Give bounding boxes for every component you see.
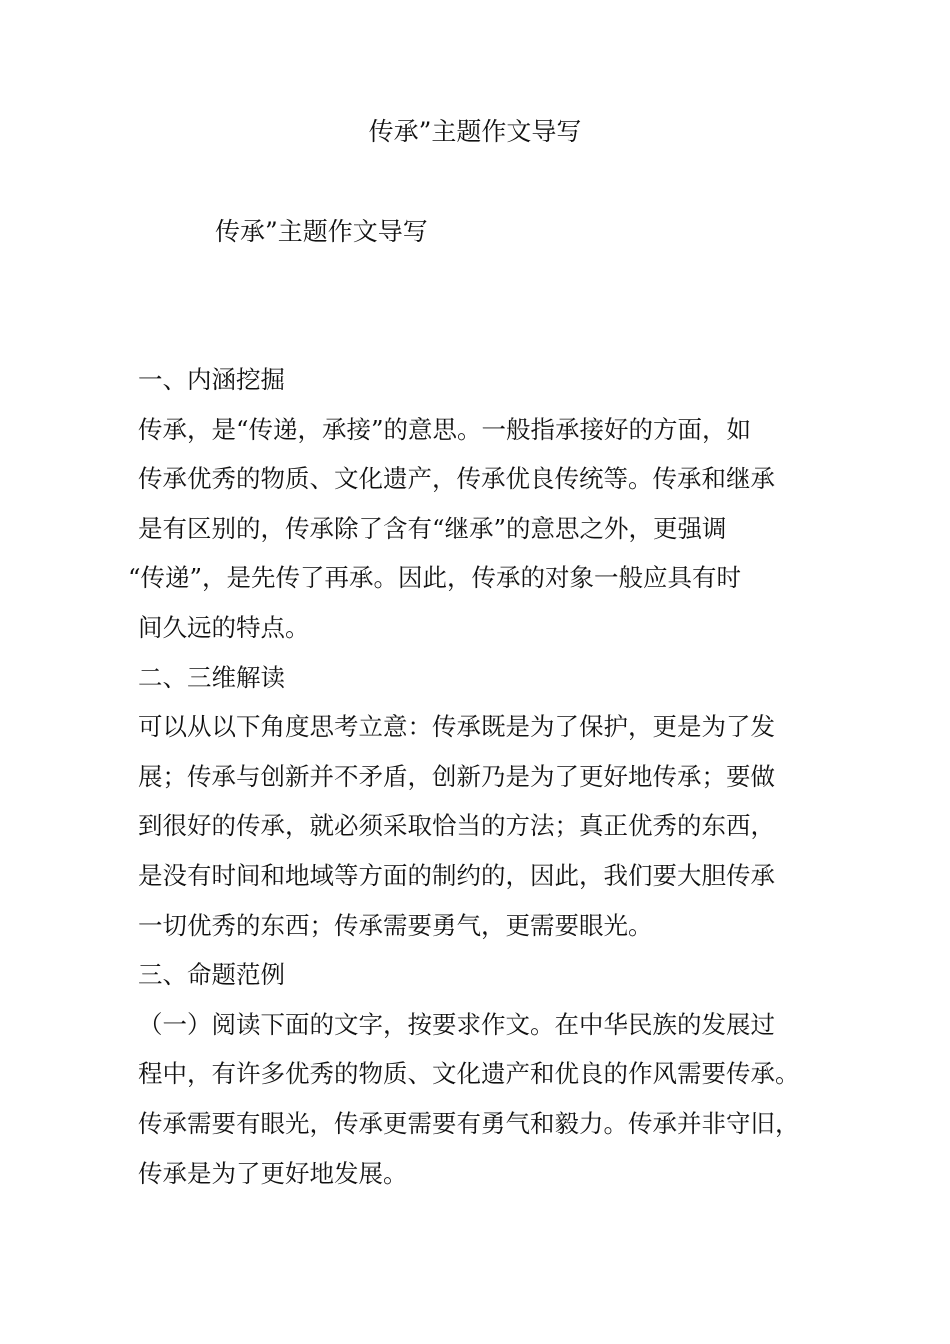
text-line: 可以从以下角度思考立意：传承既是为了保护，更是为了发 xyxy=(138,712,775,742)
text-line: 传承是为了更好地发展。 xyxy=(138,1158,408,1188)
document-subtitle: 传承”主题作文导写 xyxy=(215,217,428,246)
section-heading: 一、内涵挖掘 xyxy=(138,365,285,394)
text-line: 传承优秀的物质、文化遗产，传承优良传统等。传承和继承 xyxy=(138,464,775,494)
text-line: 间久远的特点。 xyxy=(138,612,310,642)
text-line: 一切优秀的东西；传承需要勇气，更需要眼光。 xyxy=(138,910,653,940)
text-line: 传承，是“传递，承接”的意思。一般指承接好的方面，如 xyxy=(138,414,752,444)
document-body xyxy=(128,355,818,1198)
text-line: 传承需要有眼光，传承更需要有勇气和毅力。传承并非守旧， xyxy=(138,1108,800,1138)
text-line: 展；传承与创新并不矛盾，创新乃是为了更好地传承；要做 xyxy=(138,761,775,791)
text-line: 是有区别的，传承除了含有“继承”的意思之外，更强调 xyxy=(138,513,727,543)
text-line: “传递”，是先传了再承。因此，传承的对象一般应具有时 xyxy=(128,563,742,593)
text-line: 程中，有许多优秀的物质、文化遗产和优良的作风需要传承。 xyxy=(138,1059,800,1089)
document-title: 传承”主题作文导写 xyxy=(368,117,582,146)
text-line: 到很好的传承，就必须采取恰当的方法；真正优秀的东西， xyxy=(138,811,775,841)
section-heading: 二、三维解读 xyxy=(138,662,285,692)
text-line: 是没有时间和地域等方面的制约的，因此，我们要大胆传承 xyxy=(138,860,775,890)
section-heading: 三、命题范例 xyxy=(138,960,285,990)
text-line: （一）阅读下面的文字，按要求作文。在中华民族的发展过 xyxy=(138,1009,775,1039)
